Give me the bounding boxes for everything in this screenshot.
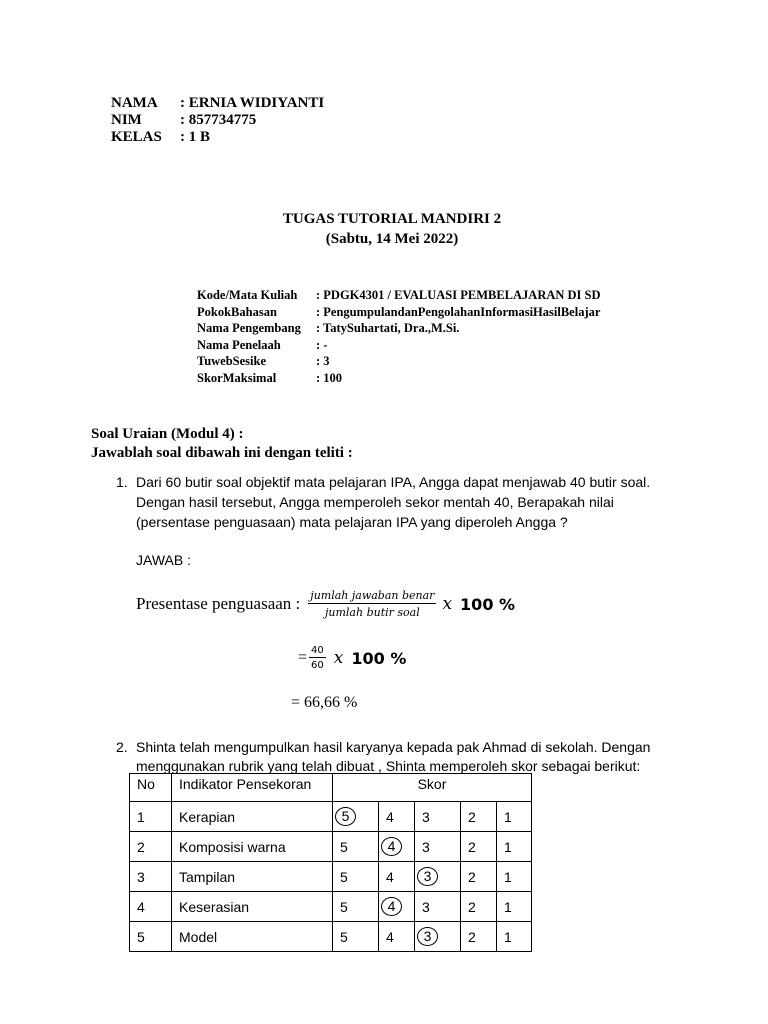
meta-row [197,370,601,387]
identity-value: : 857734775 [180,112,257,128]
question-2-line: menggunakan rubrik yang telah dibuat , Shinta memperoleh skor sebagai berikut: [136,758,641,774]
score-value: 4 [386,808,394,825]
identity-label: KELAS [111,129,162,145]
score-value: 2 [468,838,476,855]
document-title: TUGAS TUTORIAL MANDIRI 2 [282,211,502,227]
formula-line [136,584,515,624]
meta-value: : - [316,337,328,352]
row-indikator: Komposisi warna [172,832,333,862]
score-cell [497,802,532,832]
computation-line [298,640,406,676]
document-subtitle: (Sabtu, 14 Mei 2022) [325,231,459,247]
meta-value: : 3 [316,354,330,368]
row-no: 1 [130,802,172,832]
score-value: 1 [504,838,512,855]
score-cell [379,922,415,952]
fraction-numerator: 40 [311,645,324,656]
meta-value: : PDGK4301 / EVALUASI PEMBELAJARAN DI SD [316,288,601,302]
meta-row [197,287,601,304]
score-value: 5 [340,868,348,885]
score-cell [379,832,415,862]
score-value: 4 [386,868,394,885]
score-value: 1 [504,898,512,915]
meta-label: SkorMaksimal [197,370,277,385]
circled-score: 3 [417,867,438,886]
identity-value: : 1 B [180,129,210,145]
table-row [130,802,532,832]
score-cell [415,922,461,952]
percent-value: 100 % [351,648,407,668]
score-cell [497,832,532,862]
score-cell [415,802,461,832]
question-number: 2. [116,739,128,755]
score-cell [379,892,415,922]
question-1-line: (persentase penguasaan) mata pelajaran IPA yang diperoleh Angga ? [136,514,568,530]
meta-label: PokokBahasan [197,304,277,319]
identity-row [111,129,324,146]
score-value: 3 [422,838,430,855]
row-no: 4 [130,892,172,922]
section-heading: Soal Uraian (Modul 4) : [91,426,244,442]
identity-value: : ERNIA WIDIYANTI [180,95,325,111]
row-indikator: Tampilan [172,862,333,892]
identity-row [111,112,324,129]
score-cell [461,862,497,892]
score-value: 2 [468,898,476,915]
meta-value: : 100 [316,370,343,385]
score-cell [333,802,379,832]
score-cell [333,862,379,892]
question-number: 1. [116,474,128,490]
question-2-line: Shinta telah mengumpulkan hasil karyanya kepada pak Ahmad di sekolah. Dengan [136,739,651,755]
score-cell [461,832,497,862]
meta-label: Nama Penelaah [197,337,281,352]
computation-fraction [309,645,326,671]
table-row [130,922,532,952]
course-meta-table [197,287,601,386]
circled-score: 4 [381,837,402,856]
identity-label: NAMA [111,95,158,111]
percent-value: 100 % [460,594,516,614]
score-table-header [130,774,532,802]
score-cell [415,862,461,892]
times-symbol: x [333,648,344,668]
score-value: 5 [340,838,348,855]
score-cell [461,802,497,832]
fraction-numerator: jumlah jawaban benar [310,589,435,602]
score-cell [497,892,532,922]
meta-label: TuwebSesike [197,354,267,368]
row-no: 5 [130,922,172,952]
score-table [129,773,532,952]
score-cell [497,862,532,892]
score-value: 2 [468,868,476,885]
formula-fraction [308,589,436,619]
row-indikator: Model [172,922,333,952]
circled-score: 5 [335,807,356,826]
formula-label: Presentase penguasaan : [136,594,301,613]
meta-value: : PengumpulandanPengolahanInformasiHasilBelajar [316,304,601,319]
score-value: 3 [422,808,430,825]
score-value: 5 [340,928,348,945]
table-row [130,892,532,922]
result-value: = 66,66 % [291,694,358,711]
score-cell [461,922,497,952]
score-cell [461,892,497,922]
answer-label: JAWAB : [136,552,191,568]
question-1-line: Dari 60 butir soal objektif mata pelajaran IPA, Angga dapat menjawab 40 butir soal. [136,474,651,490]
score-cell [333,922,379,952]
instruction-text: Jawablah soal dibawah ini dengan teliti : [91,445,353,461]
meta-row [197,337,601,354]
score-value: 5 [340,898,348,915]
circled-score: 3 [417,927,438,946]
score-value: 2 [468,928,476,945]
circled-score: 4 [381,897,402,916]
times-symbol: x [442,594,453,614]
meta-row [197,304,601,321]
score-value: 1 [504,868,512,885]
equals-sign: = [298,649,308,666]
meta-row [197,320,601,337]
question-1-line: Dengan hasil tersebut, Angga memperoleh sekor mentah 40, Berapakah nilai [136,494,614,510]
meta-row [197,353,601,370]
score-cell [379,862,415,892]
row-indikator: Keserasian [172,892,333,922]
row-indikator: Kerapian [172,802,333,832]
fraction-denominator: jumlah butir soal [324,606,420,619]
score-value: 4 [386,928,394,945]
score-cell [415,892,461,922]
score-value: 1 [504,808,512,825]
score-value: 1 [504,928,512,945]
score-cell [415,832,461,862]
score-cell [333,892,379,922]
meta-value: : TatySuhartati, Dra.,M.Si. [316,321,460,335]
score-cell [333,832,379,862]
table-row [130,832,532,862]
header-indikator: Indikator Pensekoran [172,774,333,802]
score-cell [379,802,415,832]
meta-label: Kode/Mata Kuliah [197,288,298,302]
header-skor: Skor [333,774,532,802]
identity-label: NIM [111,112,142,128]
meta-label: Nama Pengembang [197,321,301,335]
table-row [130,862,532,892]
row-no: 2 [130,832,172,862]
row-no: 3 [130,862,172,892]
score-value: 2 [468,808,476,825]
fraction-denominator: 60 [311,660,324,671]
score-cell [497,922,532,952]
identity-block [111,95,324,146]
identity-row [111,95,324,112]
score-value: 3 [422,898,430,915]
header-no: No [130,774,172,802]
